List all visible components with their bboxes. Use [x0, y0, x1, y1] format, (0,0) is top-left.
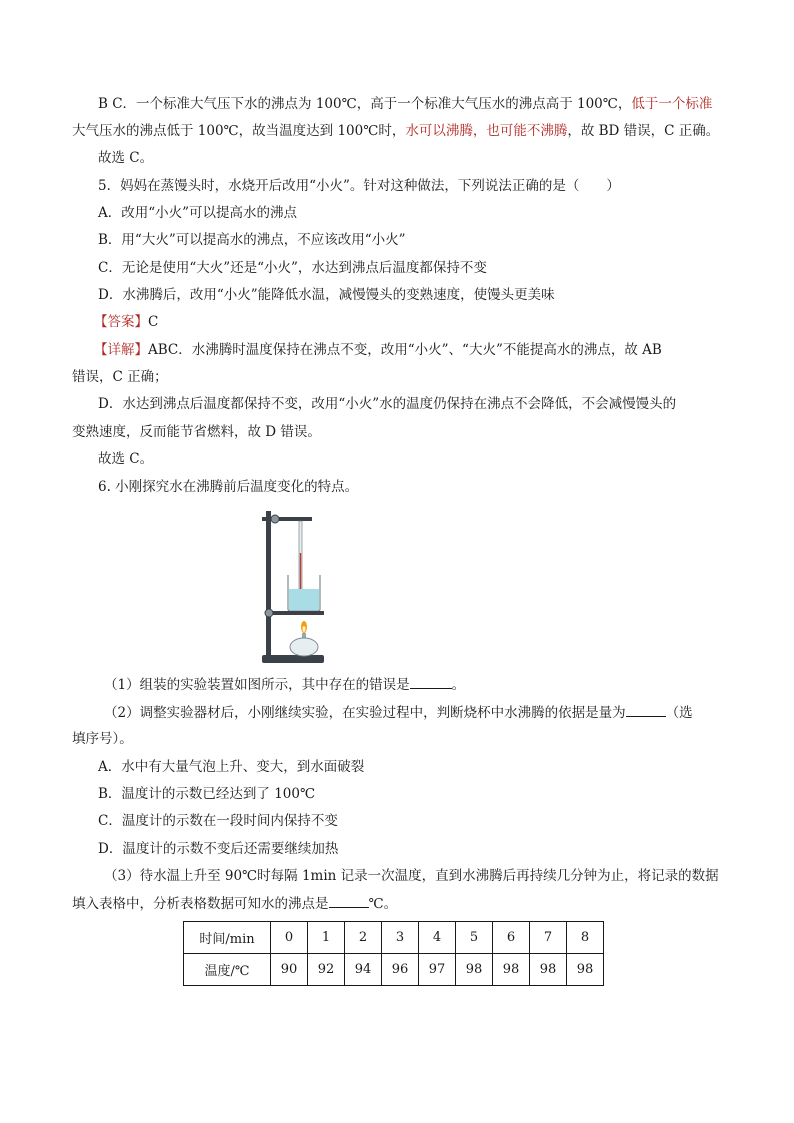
detail-text: ABC．水沸腾时温度保持在沸点不变，改用“小火”、“大火”不能提高水的沸点，故 AB [148, 342, 662, 358]
part1-blank[interactable] [410, 674, 452, 689]
q5-conclusion: 故选 C。 [98, 451, 154, 467]
q4-line1-normal: B C．一个标准大气压下水的沸点为 100℃，高于一个标准大气压水的沸点高于 100℃， [98, 96, 632, 112]
stand-rod [266, 511, 271, 657]
table-cell: 98 [567, 954, 604, 986]
table-cell: 98 [530, 954, 567, 986]
table-cell: 7 [530, 922, 567, 954]
table-cell: 2 [345, 922, 382, 954]
q6-option-c: C．温度计的示数在一段时间内保持不变 [98, 813, 338, 829]
q5-detail-line4: 变熟速度，反而能节省燃料，故 D 错误。 [72, 424, 321, 440]
q5-option-b: B．用“大火”可以提高水的沸点，不应该改用“小火” [98, 232, 406, 248]
q6-part1 [104, 674, 465, 695]
table-cell: 3 [382, 922, 419, 954]
ring-support [268, 611, 324, 615]
q5-detail-line3: D．水达到沸点后温度都保持不变，改用“小火”水的温度仍保持在沸点不会降低，不会减慢馒头的 [98, 396, 677, 412]
q6-part3-line1: （3）待水温上升至 90℃时每隔 1min 记录一次温度，直到水沸腾后再持续几分钟为止，将记录的数据 [104, 868, 719, 884]
part1-text: （1）组装的实验装置如图所示，其中存在的错误是 [104, 677, 410, 693]
part3-blank[interactable] [329, 893, 369, 908]
q4-line2-red: 水可以沸腾，也可能不沸腾 [405, 123, 568, 139]
clamp-arm [262, 517, 312, 521]
part1-end: 。 [451, 677, 466, 693]
table-cell: 4 [419, 922, 456, 954]
temperature-table [183, 921, 604, 986]
q4-text-line1 [98, 94, 712, 114]
table-cell: 98 [456, 954, 493, 986]
table-cell: 98 [493, 954, 530, 986]
detail-tag: 【详解】 [94, 342, 148, 358]
table-cell: 96 [382, 954, 419, 986]
table-header-time: 时间/min [184, 922, 271, 954]
part2-blank[interactable] [626, 702, 666, 717]
part2-end: （选 [665, 705, 693, 721]
boiling-apparatus-figure [258, 503, 328, 665]
q6-option-a: A．水中有大量气泡上升、变大，到水面破裂 [98, 759, 365, 775]
part2-text: （2）调整实验器材后，小刚继续实验，在实验过程中，判断烧杯中水沸腾的依据是量为 [104, 705, 626, 721]
table-cell: 6 [493, 922, 530, 954]
part3-end: ℃。 [368, 896, 398, 912]
table-row-time [184, 922, 604, 954]
stand-base [262, 655, 324, 663]
flame-core [302, 626, 305, 632]
ring-knob [265, 609, 273, 617]
q5-detail-line2: 错误，C 正确； [72, 369, 168, 385]
table-cell: 5 [456, 922, 493, 954]
q4-line2-normal: 大气压水的沸点低于 100℃，故当温度达到 100℃时， [72, 123, 406, 139]
table-cell: 8 [567, 922, 604, 954]
table-header-temp: 温度/℃ [184, 954, 271, 986]
table-cell: 94 [345, 954, 382, 986]
q6-part3-line2 [72, 893, 397, 914]
q4-text-line2 [72, 121, 719, 141]
q5-detail-line1 [94, 340, 662, 360]
q6-part2-line1 [104, 702, 693, 723]
q5-answer [94, 312, 158, 332]
q5-stem: 5．妈妈在蒸馒头时，水烧开后改用“小火”。针对这种做法，下列说法正确的是（ ） [98, 178, 620, 194]
q6-stem: 6. 小刚探究水在沸腾前后温度变化的特点。 [98, 479, 359, 495]
q4-conclusion: 故选 C。 [98, 150, 154, 166]
answer-tag: 【答案】 [94, 314, 148, 330]
table-cell: 97 [419, 954, 456, 986]
table-row-temp [184, 954, 604, 986]
table-cell: 1 [308, 922, 345, 954]
alcohol-lamp [290, 638, 318, 656]
q6-option-b: B．温度计的示数已经达到了 100℃ [98, 786, 316, 802]
table-cell: 90 [271, 954, 308, 986]
q4-line1-red: 低于一个标准 [631, 96, 713, 112]
q5-option-c: C．无论是使用“大火”还是“小火”，水达到沸点后温度都保持不变 [98, 260, 487, 276]
part3-text: 填入表格中，分析表格数据可知水的沸点是 [72, 896, 329, 912]
q6-part2-line2: 填序号）。 [72, 731, 133, 747]
answer-value: C [148, 314, 159, 330]
water [289, 589, 319, 610]
q5-option-a: A．改用“小火”可以提高水的沸点 [98, 205, 298, 221]
clamp-knob [271, 515, 279, 523]
q4-line2-end: ，故 BD 错误，C 正确。 [567, 123, 720, 139]
q6-option-d: D．温度计的示数不变后还需要继续加热 [98, 841, 339, 857]
q5-option-d: D．水沸腾后，改用“小火”能降低水温，减慢馒头的变熟速度，使馒头更美味 [98, 287, 555, 303]
table-cell: 92 [308, 954, 345, 986]
table-cell: 0 [271, 922, 308, 954]
